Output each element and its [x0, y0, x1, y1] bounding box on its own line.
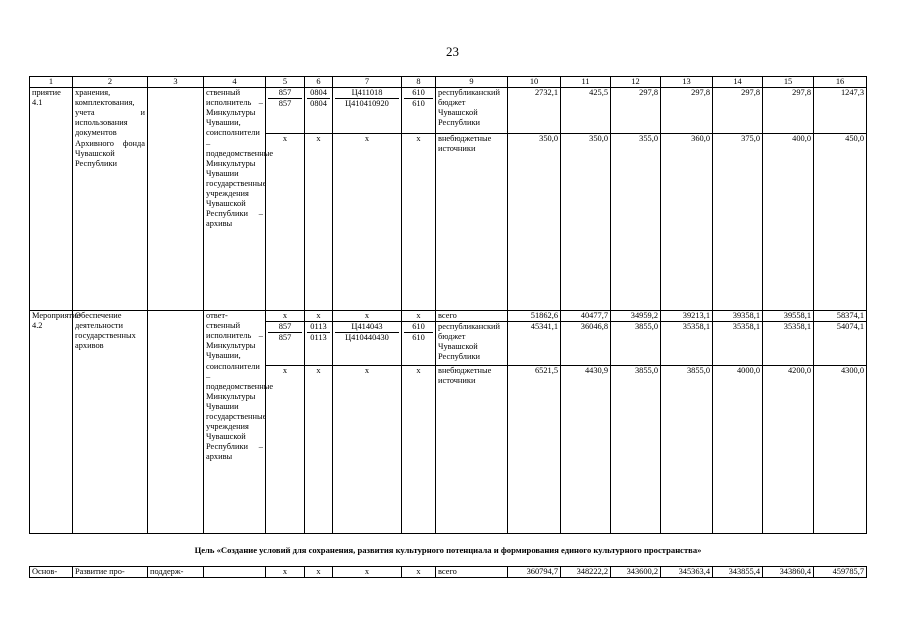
budget-code: x [402, 567, 436, 578]
value-cell: 400,0 [763, 134, 814, 311]
value-cell: 3855,0 [611, 322, 661, 366]
budget-code: x [402, 134, 436, 311]
value-cell: 297,8 [713, 88, 763, 134]
budget-code: 0804 [310, 99, 327, 109]
budget-code: 610 [412, 333, 425, 343]
budget-code: Ц411018 [335, 88, 399, 99]
budget-code: x [305, 134, 333, 311]
value-cell: 6521,5 [508, 366, 561, 534]
funding-source: всего [436, 311, 508, 322]
value-cell: 343860,4 [763, 567, 814, 578]
value-cell: 39213,1 [661, 311, 713, 322]
measure-blank [148, 311, 204, 534]
column-number: 15 [763, 77, 814, 88]
column-number: 1 [30, 77, 73, 88]
column-number: 2 [73, 77, 148, 88]
column-number: 10 [508, 77, 561, 88]
column-number-row [30, 77, 867, 88]
value-cell: 58374,1 [814, 311, 867, 322]
value-cell: 345363,4 [661, 567, 713, 578]
value-cell: 36046,8 [561, 322, 611, 366]
value-cell: 297,8 [611, 88, 661, 134]
budget-code: 0113 [307, 322, 330, 333]
responsible-executor: ственный исполнитель – Минкультуры Чувашии, соисполнители – подведомственные Минкультуры Чувашии государственные учреждения Чувашской Республики – архивы [206, 321, 274, 462]
budget-code: 0804 [307, 88, 330, 99]
value-cell: 4200,0 [763, 366, 814, 534]
value-cell: 297,8 [763, 88, 814, 134]
measure-goal-text: поддерж- [148, 567, 204, 578]
value-cell: 39358,1 [713, 311, 763, 322]
budget-code: x [402, 311, 436, 322]
column-number: 9 [436, 77, 508, 88]
measure-description: Развитие про- [73, 567, 148, 578]
value-cell: 35358,1 [713, 322, 763, 366]
budget-code: x [266, 366, 305, 534]
measure-label: Мероприятие 4.2 [30, 311, 73, 534]
column-number: 14 [713, 77, 763, 88]
column-number: 13 [661, 77, 713, 88]
budget-code: x [333, 366, 402, 534]
budget-code: x [266, 567, 305, 578]
value-cell: 297,8 [661, 88, 713, 134]
budget-code: x [333, 311, 402, 322]
budget-table [29, 76, 867, 578]
budget-code: 610 [404, 322, 433, 333]
measure-label: приятие 4.1 [30, 88, 73, 311]
value-cell: 4430,9 [561, 366, 611, 534]
value-cell: 348222,2 [561, 567, 611, 578]
column-number: 6 [305, 77, 333, 88]
value-cell: 375,0 [713, 134, 763, 311]
budget-code: x [333, 567, 402, 578]
column-number: 4 [204, 77, 266, 88]
budget-code: x [266, 134, 305, 311]
measure-label: Основ- [30, 567, 73, 578]
value-cell: 45341,1 [508, 322, 561, 366]
budget-code: 610 [412, 99, 425, 109]
value-cell: 54074,1 [814, 322, 867, 366]
budget-code: x [305, 366, 333, 534]
table-row [30, 567, 867, 578]
funding-source: республиканский бюджет Чувашской Республики [436, 322, 508, 366]
responsible-executor: ственный исполнитель – Минкультуры Чувашии, соисполнители – подведомственные Минкультуры Чувашии государственные учреждения Чувашской Республики – архивы [204, 88, 266, 311]
value-cell: 4300,0 [814, 366, 867, 534]
value-cell: 350,0 [561, 134, 611, 311]
budget-code: x [402, 366, 436, 534]
budget-code: Ц410440430 [345, 333, 389, 343]
value-cell: 3855,0 [661, 366, 713, 534]
value-cell: 40477,7 [561, 311, 611, 322]
value-cell: 425,5 [561, 88, 611, 134]
budget-code: x [305, 567, 333, 578]
budget-code: 857 [268, 322, 302, 333]
goal-heading: Цель «Создание условий для сохранения, развития культурного потенциала и формирования единого культурного пространства» [30, 534, 867, 567]
value-cell: 343600,2 [611, 567, 661, 578]
value-cell: 35358,1 [661, 322, 713, 366]
budget-code: x [333, 134, 402, 311]
page-number: 23 [446, 44, 459, 59]
value-cell: 459785,7 [814, 567, 867, 578]
budget-code: Ц414043 [335, 322, 399, 333]
value-cell: 4000,0 [713, 366, 763, 534]
value-cell: 1247,3 [814, 88, 867, 134]
column-number: 11 [561, 77, 611, 88]
goal-row [30, 534, 867, 567]
value-cell: 35358,1 [763, 322, 814, 366]
value-cell: 350,0 [508, 134, 561, 311]
funding-source: внебюджетные источники [436, 134, 508, 311]
budget-code: Ц410410920 [345, 99, 389, 109]
budget-code: 0113 [310, 333, 327, 343]
value-cell: 360794,7 [508, 567, 561, 578]
value-cell: 355,0 [611, 134, 661, 311]
responsible-executor-head: ответ- [206, 311, 228, 321]
budget-code: 857 [278, 333, 292, 343]
budget-code: x [305, 311, 333, 322]
value-cell: 360,0 [661, 134, 713, 311]
measure-blank [148, 88, 204, 311]
value-cell: 51862,6 [508, 311, 561, 322]
budget-code: 857 [278, 99, 292, 109]
column-number: 16 [814, 77, 867, 88]
column-number: 7 [333, 77, 402, 88]
value-cell: 34959,2 [611, 311, 661, 322]
value-cell: 450,0 [814, 134, 867, 311]
measure-description: хранения, комплектования, учета и использования документов Архивного фонда Чувашской Республики [73, 88, 148, 311]
value-cell: 343855,4 [713, 567, 763, 578]
budget-code: 857 [268, 88, 302, 99]
table-row [30, 88, 867, 134]
budget-code: x [266, 311, 305, 322]
column-number: 8 [402, 77, 436, 88]
value-cell: 2732,1 [508, 88, 561, 134]
measure-description: Обеспечение деятельности государственных архивов [73, 311, 148, 534]
column-number: 3 [148, 77, 204, 88]
funding-source: всего [436, 567, 508, 578]
table-row [30, 311, 867, 322]
funding-source: республиканский бюджет Чувашской Республики [436, 88, 508, 134]
value-cell: 39558,1 [763, 311, 814, 322]
value-cell: 3855,0 [611, 366, 661, 534]
column-number: 12 [611, 77, 661, 88]
responsible-executor [204, 567, 266, 578]
funding-source: внебюджетные источники [436, 366, 508, 534]
budget-code: 610 [404, 88, 433, 99]
column-number: 5 [266, 77, 305, 88]
